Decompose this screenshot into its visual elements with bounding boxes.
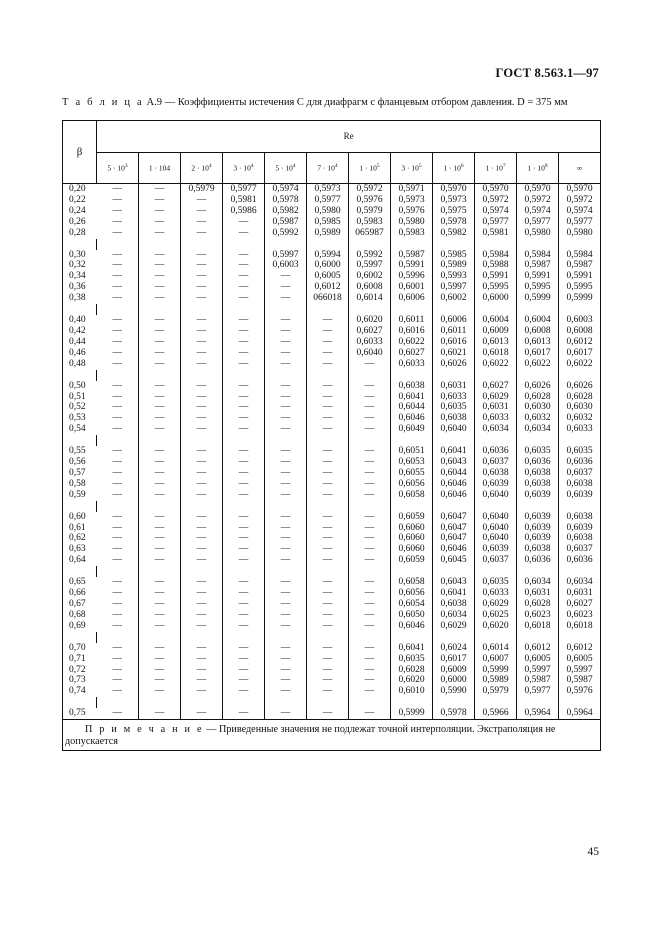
spacer-cell [181,370,223,381]
coefficient-values: — — — — — [112,380,122,435]
spacer-cell [349,632,391,643]
coefficient-values: 0,5984 0,5987 0,5991 0,5995 0,5999 [559,250,601,305]
re-header: Re [97,121,601,153]
spacer-cell [433,304,475,315]
beta-values: 0,60 0,61 0,62 0,63 0,64 [69,511,86,566]
beta-values: 0,75 [69,708,86,719]
column-header [181,152,223,184]
coefficient-values: — — — — — [139,250,181,305]
coefficient-values: — — — — — [265,512,307,567]
coefficient-values: — — — — — [139,315,181,370]
spacer-cell [517,370,559,381]
coefficient-values: — — — — — [349,643,391,698]
spacer-cell [265,566,307,577]
coefficient-values: 0,6041 0,6043 0,6044 0,6046 0,6046 [433,446,475,501]
note-text: — Приведенные значения не подлежат точной интерполяции. Экстраполяция не допускается [65,724,556,748]
coefficient-values: 0,6034 0,6031 0,6028 0,6023 0,6018 [517,577,559,632]
column-header [391,152,433,184]
coefficient-values: 0,5970 0,5972 0,5974 0,5977 0,5981 [475,184,517,239]
coefficient-values: — — — — — [307,381,349,436]
spacer-cell [139,632,181,643]
spacer-cell [517,697,559,708]
coefficient-values: — — — — — [112,577,122,631]
spacer-cell [475,435,517,446]
spacer-cell [349,435,391,446]
spacer-cell [559,239,601,250]
spacer-cell [63,370,97,381]
coefficient-values: 0,6020 0,6027 0,6033 0,6040 — [349,315,391,370]
coefficient-values: 0,5987 0,5991 0,5996 0,6001 0,6006 [391,250,433,305]
spacer-cell [307,697,349,708]
coefficient-values: — — — — — [112,315,122,369]
beta-values: 0,55 0,56 0,57 0,58 0,59 [69,446,86,500]
coefficient-values: — — — — — [349,512,391,567]
group-spacer [63,566,601,577]
spacer-cell [517,632,559,643]
spacer-cell [391,566,433,577]
column-header-base: 2 · 10 [191,163,209,173]
beta-values: 0,65 0,66 0,67 0,68 0,69 [69,577,86,631]
coefficient-values: 0,5977 0,5981 0,5986 — — [223,184,265,239]
coefficient-values: — — — — — [181,643,223,698]
page-number: 45 [587,846,599,858]
spacer-cell [97,566,139,577]
coefficient-values: 0,5970 0,5972 0,5974 0,5977 0,5980 [559,184,601,239]
spacer-cell [181,566,223,577]
spacer-cell [391,435,433,446]
spacer-cell [559,566,601,577]
column-header-base: 5 · 10 [275,163,293,173]
coefficient-values: — [139,708,181,719]
coefficient-values: — — — — — [139,184,181,239]
coefficient-values: — — — — — [112,446,122,500]
table-row-group [63,512,601,567]
spacer-cell [517,304,559,315]
spacer-cell [517,435,559,446]
column-header-row [63,152,601,184]
column-header-exponent: 4 [250,163,254,170]
coefficient-values: 0,6035 0,6033 0,6029 0,6025 0,6020 [475,577,517,632]
spacer-cell [349,239,391,250]
column-header-base: 1 · 10 [527,163,545,173]
column-header-base: 5 · 10 [107,163,125,173]
coefficient-values: — — — — — [139,446,181,501]
coefficient-values: 0,5999 [391,708,433,719]
spacer-cell [559,304,601,315]
coefficient-values: — [112,708,122,719]
coefficient-values: — — — — — [112,511,122,566]
beta-values: 0,40 0,42 0,44 0,46 0,48 [69,315,86,369]
column-header [349,152,391,184]
spacer-cell [517,239,559,250]
coefficient-values: — — — — — [307,643,349,698]
coefficient-values: 0,6040 0,6040 0,6040 0,6039 0,6037 [475,512,517,567]
coefficient-values: — — — — — [349,381,391,436]
spacer-cell [391,501,433,512]
spacer-cell [63,501,97,512]
coefficient-values: — — — — — [181,512,223,567]
spacer-cell [223,632,265,643]
spacer-cell [517,566,559,577]
table-row-group [63,250,601,305]
coefficient-values: 0,6027 0,6029 0,6031 0,6033 0,6034 [475,381,517,436]
table-row-group [63,381,601,436]
coefficient-values: — — — — — [139,643,181,698]
coefficient-values: — — — — — [181,446,223,501]
coefficient-values: 0,5978 [433,708,475,719]
group-spacer [63,370,601,381]
coefficient-values: 0,5973 0,5977 0,5980 0,5985 0,5989 [307,184,349,239]
column-header-exponent: 4 [208,163,212,170]
spacer-cell [181,697,223,708]
coefficient-values: — — — — — [181,250,223,305]
spacer-cell [433,501,475,512]
spacer-cell [97,632,139,643]
coefficient-values: 0,6043 0,6041 0,6038 0,6034 0,6029 [433,577,475,632]
spacer-cell [223,566,265,577]
spacer-cell [181,501,223,512]
coefficient-values: — — — — — [223,315,265,370]
column-header [307,152,349,184]
column-header-exponent: 6 [460,163,464,170]
coefficient-values: 0,6004 0,6008 0,6013 0,6017 0,6022 [517,315,559,370]
spacer-cell [97,304,139,315]
note-row [63,720,601,751]
coefficient-values: — — — — — [181,381,223,436]
spacer-cell [139,304,181,315]
spacer-cell [223,697,265,708]
coefficient-values: 0,5984 0,5988 0,5991 0,5995 0,6000 [475,250,517,305]
coefficient-values: — — — — — [307,446,349,501]
spacer-cell [265,501,307,512]
coefficient-values: 0,5972 0,5976 0,5979 0,5983 065987 [349,184,391,239]
coefficient-values: — — — — — [223,577,265,632]
spacer-cell [307,435,349,446]
table-caption [62,97,602,108]
coefficient-values: — — — — — [181,577,223,632]
spacer-cell [307,304,349,315]
coefficient-values: 0,6034 0,6031 0,6027 0,6023 0,6018 [559,577,601,632]
spacer-cell [181,632,223,643]
spacer-cell [223,370,265,381]
coefficient-values: 0,6003 0,6008 0,6012 0,6017 0,6022 [559,315,601,370]
column-header [265,152,307,184]
beta-values: 0,50 0,51 0,52 0,53 0,54 [69,380,86,435]
spacer-cell [307,239,349,250]
coefficients-table-wrap [62,120,600,751]
spacer-cell [97,435,139,446]
column-header-base: 1 · 10 [485,163,503,173]
spacer-cell [475,697,517,708]
spacer-cell [265,435,307,446]
coefficient-values: 0,5985 0,5989 0,5993 0,5997 0,6002 [433,250,475,305]
spacer-cell [475,501,517,512]
column-header-exponent: 8 [544,163,548,170]
coefficient-values: 0,6014 0,6007 0,5999 0,5989 0,5979 [475,643,517,698]
coefficient-values: — [223,708,265,719]
coefficient-values: 0,6011 0,6016 0,6022 0,6027 0,6033 [391,315,433,370]
beta-values: 0,70 0,71 0,72 0,73 0,74 [69,642,86,697]
spacer-cell [559,501,601,512]
spacer-cell [223,501,265,512]
coefficient-values: — — — — — [139,577,181,632]
coefficient-values: 0,6026 0,6028 0,6030 0,6032 0,6034 [517,381,559,436]
spacer-cell [475,632,517,643]
coefficient-values: 0,6024 0,6017 0,6009 0,6000 0,5990 [433,643,475,698]
coefficient-values: 0,6039 0,6039 0,6039 0,6038 0,6036 [517,512,559,567]
spacer-cell [265,370,307,381]
coefficient-values: 0,6058 0,6056 0,6054 0,6050 0,6046 [391,577,433,632]
coefficient-values: — — — — — [139,381,181,436]
coefficient-values: — — — — — [265,577,307,632]
spacer-cell [307,632,349,643]
column-header [223,152,265,184]
spacer-cell [559,370,601,381]
group-spacer [63,501,601,512]
spacer-cell [559,697,601,708]
coefficients-table [62,120,601,751]
coefficient-values: 0,6036 0,6037 0,6038 0,6039 0,6040 [475,446,517,501]
group-spacer [63,435,601,446]
spacer-cell [391,370,433,381]
spacer-cell [139,697,181,708]
beta-values: 0,30 0,32 0,34 0,36 0,38 [69,249,86,304]
coefficient-values: — — — — — [265,381,307,436]
coefficient-values: 0,6004 0,6009 0,6013 0,6018 0,6022 [475,315,517,370]
coefficient-values: 0,5979 — — — — [181,184,223,239]
note-label: П р и м е ч а н и е [85,724,204,736]
coefficient-values: — — — — — [349,577,391,632]
table-caption-label: Т а б л и ц а [62,97,144,108]
spacer-cell [265,304,307,315]
spacer-cell [97,239,139,250]
spacer-cell [139,435,181,446]
coefficient-values: 0,5974 0,5978 0,5982 0,5987 0,5992 [265,184,307,239]
coefficient-values: — — — — — [112,249,122,304]
column-header [475,152,517,184]
coefficient-values: 0,6012 0,6005 0,5997 0,5987 0,5977 [517,643,559,698]
coefficient-values: — — — — — [181,315,223,370]
spacer-cell [139,501,181,512]
column-header [139,152,181,184]
coefficient-values: — — — — — [265,446,307,501]
spacer-cell [349,501,391,512]
spacer-cell [349,370,391,381]
coefficient-values: — — — — — [223,250,265,305]
table-body [63,184,601,720]
coefficient-values: 0,6059 0,6060 0,6060 0,6060 0,6059 [391,512,433,567]
coefficient-values: — — — — — [223,512,265,567]
coefficient-values: 0,6035 0,6036 0,6037 0,6038 0,6039 [559,446,601,501]
spacer-cell [517,501,559,512]
spacer-cell [97,501,139,512]
coefficient-values: — [307,708,349,719]
spacer-cell [63,566,97,577]
column-header-exponent: 4 [292,163,296,170]
spacer-cell [433,697,475,708]
column-header-base: 3 · 10 [401,163,419,173]
spacer-cell [265,632,307,643]
spacer-cell [63,239,97,250]
column-header [433,152,475,184]
coefficient-values: — [181,708,223,719]
spacer-cell [559,632,601,643]
column-header-base: 1 · 104 [148,163,171,173]
spacer-cell [139,566,181,577]
coefficient-values: 0,6006 0,6011 0,6016 0,6021 0,6026 [433,315,475,370]
spacer-cell [265,239,307,250]
coefficient-values: — — — — — [223,381,265,436]
table-row-group [63,184,601,239]
group-spacer [63,239,601,250]
coefficient-values: 0,5994 0,6000 0,6005 0,6012 066018 [307,250,349,305]
coefficient-values: 0,5971 0,5973 0,5976 0,5980 0,5983 [391,184,433,239]
spacer-cell [433,239,475,250]
coefficient-values: — — — — — [265,643,307,698]
coefficient-values: 0,5964 [559,708,601,719]
coefficient-values: 0,5984 0,5987 0,5991 0,5995 0,5999 [517,250,559,305]
coefficient-values: 0,6026 0,6028 0,6030 0,6032 0,6033 [559,381,601,436]
coefficient-values: — — — — — [265,315,307,370]
coefficient-values: — — — — — [112,184,122,238]
spacer-cell [223,304,265,315]
column-header-exponent: 5 [376,163,380,170]
column-header-base: 7 · 10 [317,163,335,173]
spacer-cell [391,239,433,250]
spacer-cell [307,370,349,381]
group-spacer [63,632,601,643]
table-row-group [63,315,601,370]
coefficient-values: 0,5970 0,5972 0,5974 0,5977 0,5980 [517,184,559,239]
spacer-cell [475,370,517,381]
spacer-cell [349,304,391,315]
spacer-cell [63,435,97,446]
spacer-cell [181,304,223,315]
coefficient-values: 0,6038 0,6039 0,6038 0,6037 0,6036 [559,512,601,567]
coefficient-values: 0,6047 0,6047 0,6047 0,6046 0,6045 [433,512,475,567]
coefficient-values: — — — — — [112,642,122,697]
table-row-group [63,643,601,698]
coefficient-values: — — — — — [307,512,349,567]
coefficient-values: 0,5966 [475,708,517,719]
spacer-cell [181,435,223,446]
coefficient-values: 0,6051 0,6053 0,6055 0,6056 0,6058 [391,446,433,501]
spacer-cell [265,697,307,708]
spacer-cell [349,697,391,708]
group-spacer [63,697,601,708]
spacer-cell [97,370,139,381]
spacer-cell [139,370,181,381]
spacer-cell [223,239,265,250]
coefficient-values: 0,6038 0,6041 0,6044 0,6046 0,6049 [391,381,433,436]
spacer-cell [559,435,601,446]
spacer-cell [181,239,223,250]
coefficient-values: — [265,708,307,719]
spacer-cell [223,435,265,446]
column-header-base: ∞ [576,163,583,173]
note-cell [63,720,601,751]
spacer-cell [349,566,391,577]
coefficient-values: — — — — — [223,446,265,501]
spacer-cell [475,566,517,577]
spacer-cell [391,632,433,643]
coefficient-values: — [349,708,391,719]
beta-values: 0,20 0,22 0,24 0,26 0,28 [69,184,86,238]
coefficient-values: 0,6035 0,6036 0,6038 0,6038 0,6039 [517,446,559,501]
column-header [559,152,601,184]
spacer-cell [63,304,97,315]
coefficient-values: — — — — — [223,643,265,698]
column-header-exponent: 7 [502,163,506,170]
coefficient-values: — — — — — [307,577,349,632]
coefficient-values: 0,6041 0,6035 0,6028 0,6020 0,6010 [391,643,433,698]
coefficient-values: 0,5992 0,5997 0,6002 0,6008 0,6014 [349,250,391,305]
spacer-cell [307,566,349,577]
spacer-cell [433,566,475,577]
coefficient-values: 0,6012 0,6005 0,5997 0,5987 0,5976 [559,643,601,698]
column-header-exponent: 3 [124,163,128,170]
coefficient-values: 0,5964 [517,708,559,719]
coefficient-values: — — — — — [307,315,349,370]
coefficient-values: 0,5970 0,5973 0,5975 0,5978 0,5982 [433,184,475,239]
group-spacer [63,304,601,315]
spacer-cell [63,697,97,708]
spacer-cell [63,632,97,643]
document-code: ГОСТ 8.563.1—97 [495,66,599,80]
spacer-cell [139,239,181,250]
table-row-group [63,446,601,501]
spacer-cell [97,697,139,708]
spacer-cell [433,370,475,381]
table-row-group [63,708,601,719]
table-row-group [63,577,601,632]
column-header-base: 3 · 10 [233,163,251,173]
column-header-exponent: 5 [418,163,422,170]
table-caption-text: А.9 — Коэффициенты истечения C для диафрагм с фланцевым отбором давления. D = 375 мм [143,97,568,108]
beta-header: β [63,121,97,184]
coefficient-values: — — — — — [139,512,181,567]
spacer-cell [433,435,475,446]
spacer-cell [391,697,433,708]
coefficient-values: 0,6031 0,6033 0,6035 0,6038 0,6040 [433,381,475,436]
column-header-base: 1 · 10 [359,163,377,173]
column-header-exponent: 4 [334,163,338,170]
spacer-cell [391,304,433,315]
column-header-base: 1 · 10 [443,163,461,173]
spacer-cell [307,501,349,512]
spacer-cell [475,239,517,250]
coefficient-values: — — — — — [349,446,391,501]
coefficient-values: 0,5997 0,6003 — — — [265,250,307,305]
column-header [97,152,139,184]
spacer-cell [475,304,517,315]
column-header [517,152,559,184]
spacer-cell [433,632,475,643]
